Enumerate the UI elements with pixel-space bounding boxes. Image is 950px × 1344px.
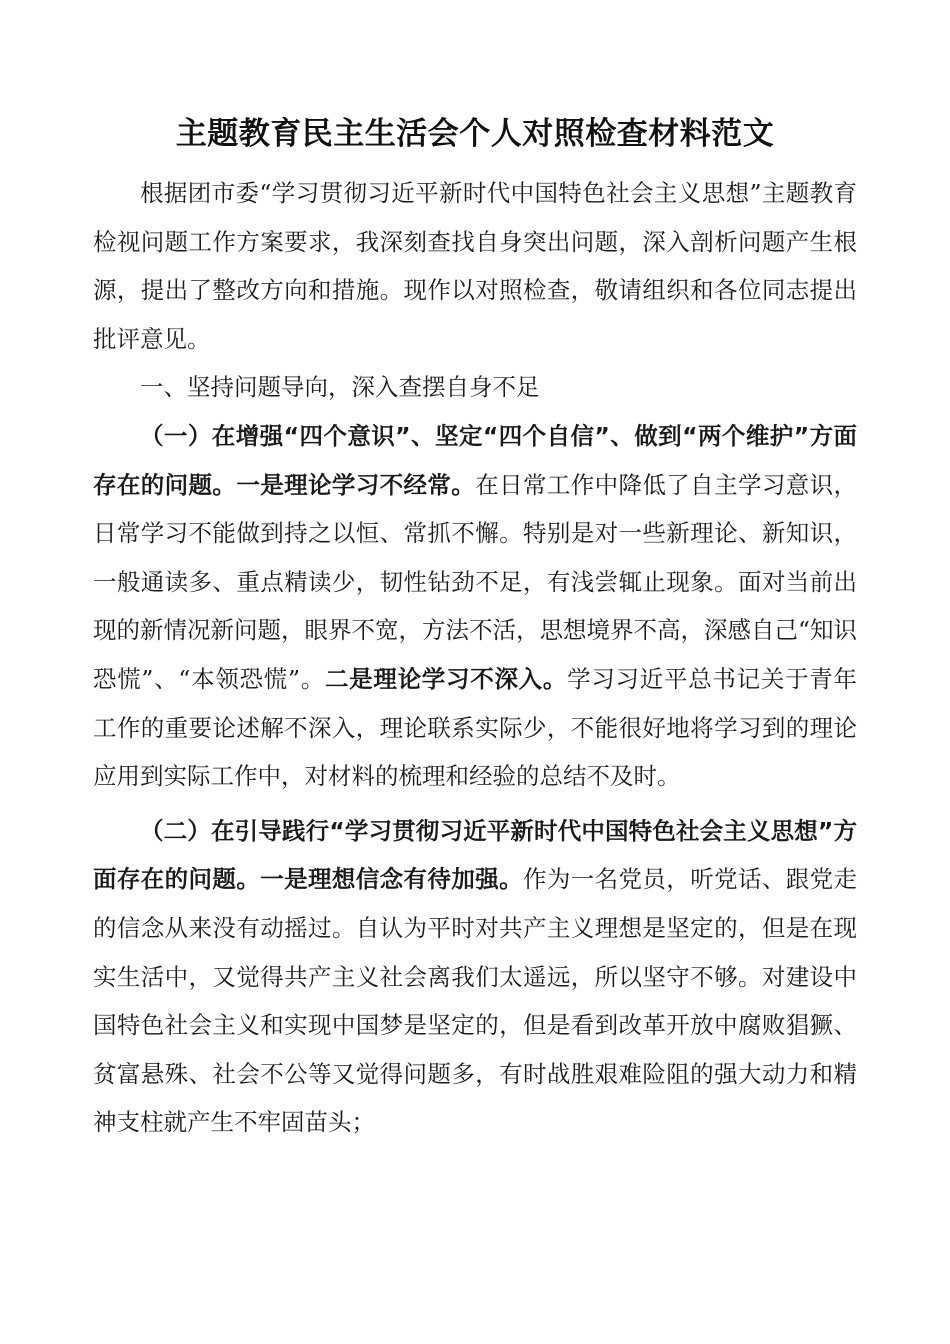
part-2-paragraph — [93, 807, 857, 1147]
part-1-point-2-text: 学习习近平总书记关于青年工作的重要论述解不深入，理论联系实际少，不能很好地将学习到的理论应用到实际工作中，对材料的梳理和经验的总结不及时。 — [93, 664, 858, 791]
part-1-heading: （一）在增强“四个意识”、坚定“四个自信”、做到“两个维护”方面存在的问题。 — [93, 421, 857, 499]
part-1-paragraph — [93, 412, 857, 801]
part-2-heading: （二）在引导践行“学习贯彻习近平新时代中国特色社会主义思想”方面存在的问题。 — [93, 816, 857, 894]
part-1-point-2-title: 二是理论学习不深入。 — [324, 664, 568, 693]
part-2-point-1-title: 一是理想信念有待加强。 — [260, 865, 523, 894]
part-1-point-1-text: 在日常工作中降低了自主学习意识，日常学习不能做到持之以恒、常抓不懈。特别是对一些新理论、新知识，一般通读多、重点精读少，韧性钻劲不足，有浅尝辄止现象。面对当前出现的新情况新问题，眼界不宽，方法不活，思想境界不高，深感自己“知识恐慌”、“本领恐慌”。 — [93, 470, 858, 693]
document-title: 主题教育民主生活会个人对照检查材料范文 — [175, 116, 775, 152]
document-body — [93, 169, 857, 1147]
section-heading-1: 一、坚持问题导向，深入查摆自身不足 — [140, 373, 540, 402]
part-1-point-1-title: 一是理论学习不经常。 — [236, 470, 476, 499]
part-2-point-1-text: 作为一名党员，听党话、跟党走的信念从来没有动摇过。自认为平时对共产主义理想是坚定的，但是在现实生活中，又觉得共产主义社会离我们太遥远，所以坚守不够。对建设中国特色社会主义和实现中国梦是坚定的，但是看到改革开放中腐败猖獗、贫富悬殊、社会不公等又觉得问题多，有时战胜艰难险阻的强大动力和精神支柱就产生不牢固苗头； — [93, 865, 858, 1137]
intro-paragraph: 根据团市委“学习贯彻习近平新时代中国特色社会主义思想”主题教育检视问题工作方案要求，我深刻查找自身突出问题，深入剖析问题产生根源，提出了整改方向和措施。现作以对照检查，敬请组织和各位同志提出批评意见。 — [93, 179, 857, 353]
